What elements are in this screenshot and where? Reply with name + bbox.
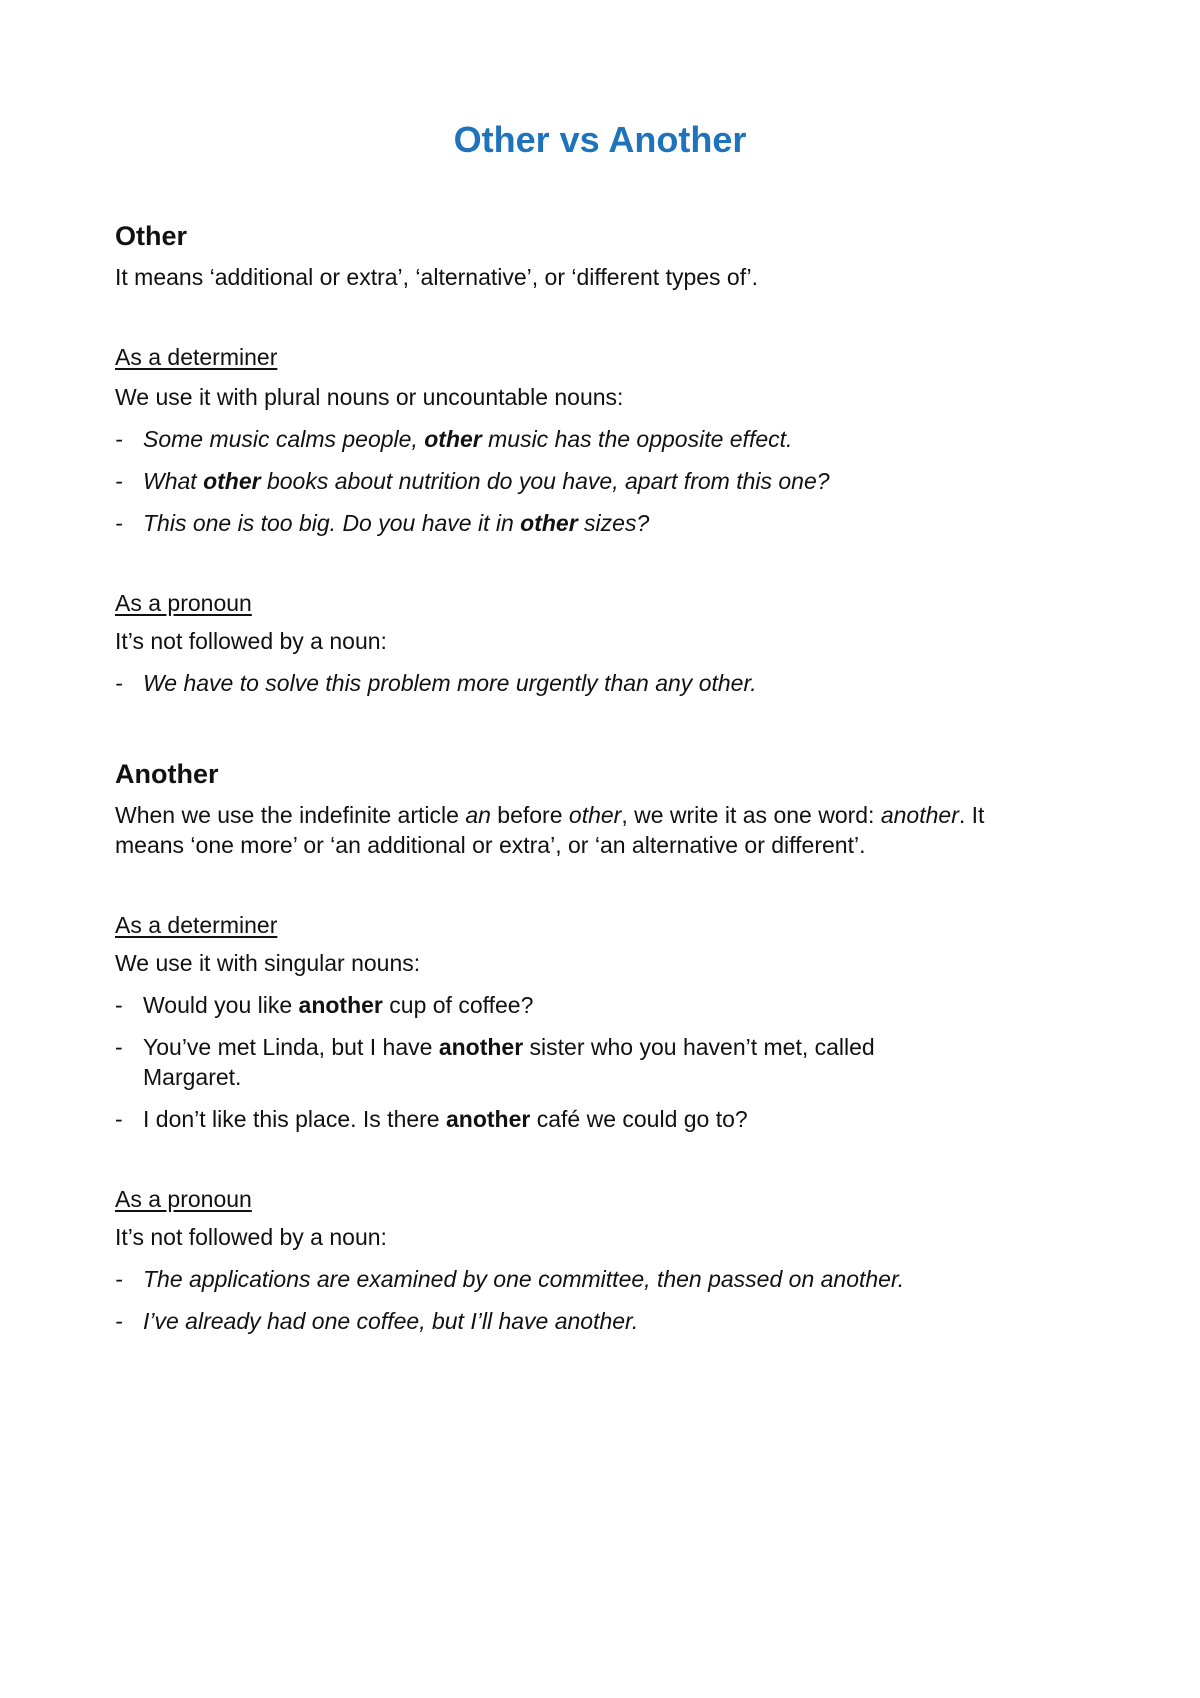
list-item: - Some music calms people, other music has the opposite effect. xyxy=(115,426,793,452)
page-title: Other vs Another xyxy=(453,119,747,160)
bullet-dash: - xyxy=(115,1106,123,1132)
keyword-another: another xyxy=(438,1034,524,1060)
list-item: - Would you like another cup of coffee? xyxy=(115,992,534,1018)
list-item: - You’ve met Linda, but I have another sister who you haven’t met, called Margaret. xyxy=(115,1034,875,1090)
another-determiner-intro: We use it with singular nouns: xyxy=(115,950,421,976)
section-heading-another: Another xyxy=(115,759,219,789)
another-determiner-examples xyxy=(115,990,1035,1134)
other-pronoun-examples xyxy=(115,668,1035,698)
bullet-dash: - xyxy=(115,1308,123,1334)
bullet-dash: - xyxy=(115,670,123,696)
bullet-dash: - xyxy=(115,426,123,452)
other-definition: It means ‘additional or extra’, ‘alternative’, or ‘different types of’. xyxy=(115,264,759,290)
another-pronoun-label: As a pronoun xyxy=(115,1186,252,1212)
other-determiner-label: As a determiner xyxy=(115,344,278,370)
section-other xyxy=(115,218,1035,698)
list-item: - This one is too big. Do you have it in other sizes? xyxy=(115,510,650,536)
bullet-dash: - xyxy=(115,992,123,1018)
bullet-dash: - xyxy=(115,510,123,536)
keyword-other: other xyxy=(424,426,482,452)
another-pronoun-examples xyxy=(115,1264,1035,1336)
other-pronoun-label: As a pronoun xyxy=(115,590,252,616)
keyword-other: other xyxy=(520,510,578,536)
another-determiner-label: As a determiner xyxy=(115,912,278,938)
list-item: - What other books about nutrition do you have, apart from this one? xyxy=(115,468,830,494)
other-determiner-intro: We use it with plural nouns or uncountable nouns: xyxy=(115,384,624,410)
section-another xyxy=(115,756,1035,1336)
list-item: - I’ve already had one coffee, but I’ll have another. xyxy=(115,1308,639,1334)
keyword-another: another xyxy=(446,1106,531,1132)
bullet-dash: - xyxy=(115,1266,123,1292)
bullet-dash: - xyxy=(115,468,123,494)
other-pronoun-intro: It’s not followed by a noun: xyxy=(115,628,387,654)
keyword-other: other xyxy=(203,468,261,494)
list-item: - We have to solve this problem more urgently than any other. xyxy=(115,670,757,696)
other-determiner-examples xyxy=(115,424,1035,538)
another-definition: When we use the indefinite article an before other, we write it as one word: another. It means ‘one more’ or ‘an additional or extra’, or ‘an alternative or different’. xyxy=(115,802,985,858)
another-pronoun-intro: It’s not followed by a noun: xyxy=(115,1224,387,1250)
list-item: - The applications are examined by one committee, then passed on another. xyxy=(115,1266,905,1292)
section-heading-other: Other xyxy=(115,221,188,251)
bullet-dash: - xyxy=(115,1034,123,1060)
list-item: - I don’t like this place. Is there another café we could go to? xyxy=(115,1106,748,1132)
keyword-another: another xyxy=(298,992,383,1018)
